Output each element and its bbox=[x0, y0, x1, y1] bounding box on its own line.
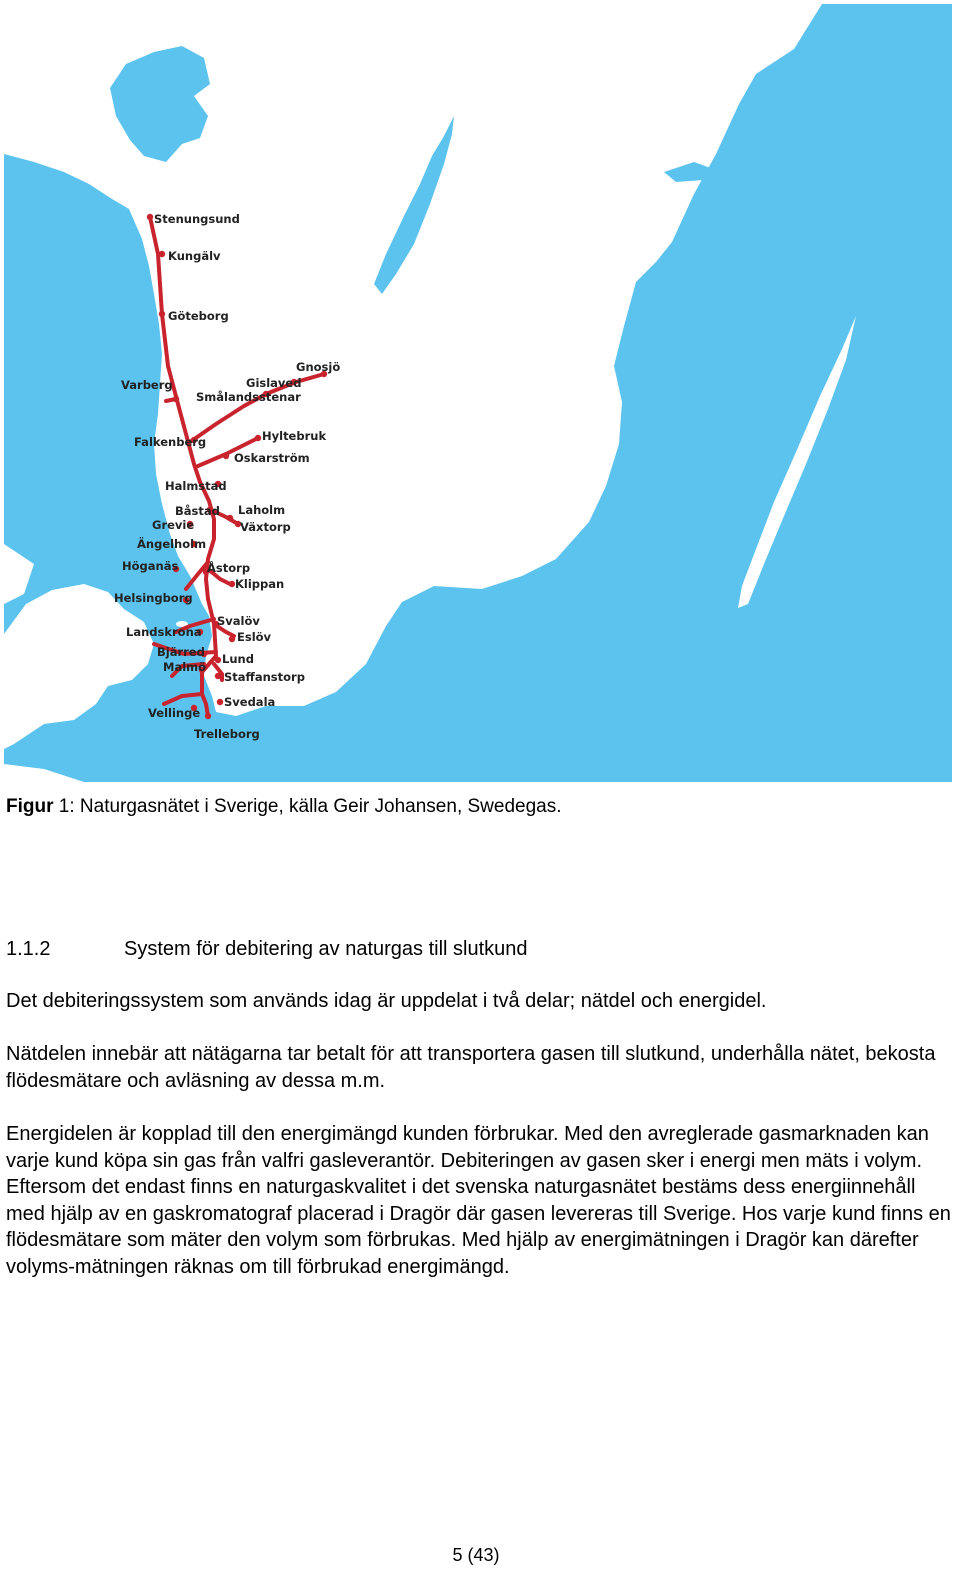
city-label: Grevie bbox=[152, 518, 195, 532]
city-label: Varberg bbox=[121, 378, 173, 392]
city-dot bbox=[223, 453, 229, 459]
paragraph-1: Det debiteringssystem som används idag är uppdelat i två delar; nätdel och energidel. bbox=[6, 990, 767, 1012]
city-label: Laholm bbox=[238, 503, 286, 517]
city-label: Höganäs bbox=[122, 559, 179, 573]
paragraph-3: Energidelen är kopplad till den energimängd kunden förbrukar. Med den avreglerade gasmarknaden kan varje kund köpa sin gas från valfri gasleverantör. Debiteringen av gasen sker i energi men mäts i volym. Eftersom det endast finns en naturgaskvalitet i det svenska naturgasnätet bestäms dess energiinnehåll med hjälp av en gaskromatograf placerad i Dragör där gasen levereras till Sverige. Hos varje kund finns en flödesmätare som mäter den volym som förbrukas. Med hjälp av energimätningen i Dragör kan därefter volyms-mätningen räknas om till förbrukad energimängd. bbox=[6, 1123, 951, 1278]
city-dot bbox=[227, 515, 233, 521]
city-label: Svedala bbox=[224, 695, 276, 709]
gas-network-map bbox=[4, 4, 952, 782]
city-label: Bjärred bbox=[157, 645, 205, 659]
city-label: Växtorp bbox=[240, 520, 291, 534]
city-label: Eslöv bbox=[237, 630, 272, 644]
section-title: System för debitering av naturgas till slutkund bbox=[124, 938, 528, 960]
city-label: Halmstad bbox=[165, 479, 227, 493]
page-number: 5 (43) bbox=[452, 1545, 500, 1565]
city-label: Staffanstorp bbox=[224, 670, 305, 684]
city-label: Svalöv bbox=[217, 614, 260, 628]
city-dot bbox=[255, 435, 261, 441]
city-label: Båstad bbox=[175, 504, 220, 518]
city-label: Ängelholm bbox=[137, 537, 207, 551]
figure-caption bbox=[6, 796, 562, 818]
city-label: Oskarström bbox=[234, 451, 310, 465]
city-dot bbox=[159, 311, 165, 317]
city-dot bbox=[215, 673, 221, 679]
city-dot bbox=[217, 699, 223, 705]
paragraph-2: Nätdelen innebär att nätägarna tar betalt för att transportera gasen till slutkund, underhålla nätet, bekosta flödesmätare och avläsning av dessa m.m. bbox=[6, 1043, 936, 1092]
city-label: Gnosjö bbox=[296, 360, 341, 374]
city-label: Kungälv bbox=[168, 249, 221, 263]
city-label: Gislaved bbox=[246, 376, 302, 390]
city-dot bbox=[147, 214, 153, 220]
city-dot bbox=[215, 657, 221, 663]
city-label: Smålandsstenar bbox=[196, 390, 301, 404]
section-heading bbox=[6, 938, 528, 961]
city-label: Vellinge bbox=[148, 706, 201, 720]
city-label: Hyltebruk bbox=[262, 429, 327, 443]
caption-text: 1: Naturgasnätet i Sverige, källa Geir Johansen, Swedegas. bbox=[53, 796, 562, 817]
city-label: Trelleborg bbox=[194, 727, 260, 741]
city-label: Malmö bbox=[163, 660, 207, 674]
city-dot bbox=[159, 251, 165, 257]
city-label: Klippan bbox=[235, 577, 285, 591]
city-label: Göteborg bbox=[168, 309, 229, 323]
city-dot bbox=[205, 713, 211, 719]
city-dot bbox=[229, 636, 235, 642]
city-label: Stenungsund bbox=[154, 212, 240, 226]
city-label: Falkenberg bbox=[134, 435, 207, 449]
city-label: Lund bbox=[222, 652, 254, 666]
city-label: Landskrona bbox=[126, 625, 202, 639]
city-label: Åstorp bbox=[207, 561, 251, 575]
caption-label: Figur bbox=[6, 796, 54, 817]
city-label: Helsingborg bbox=[114, 591, 193, 605]
city-dot bbox=[173, 396, 179, 402]
section-number: 1.1.2 bbox=[6, 938, 51, 960]
